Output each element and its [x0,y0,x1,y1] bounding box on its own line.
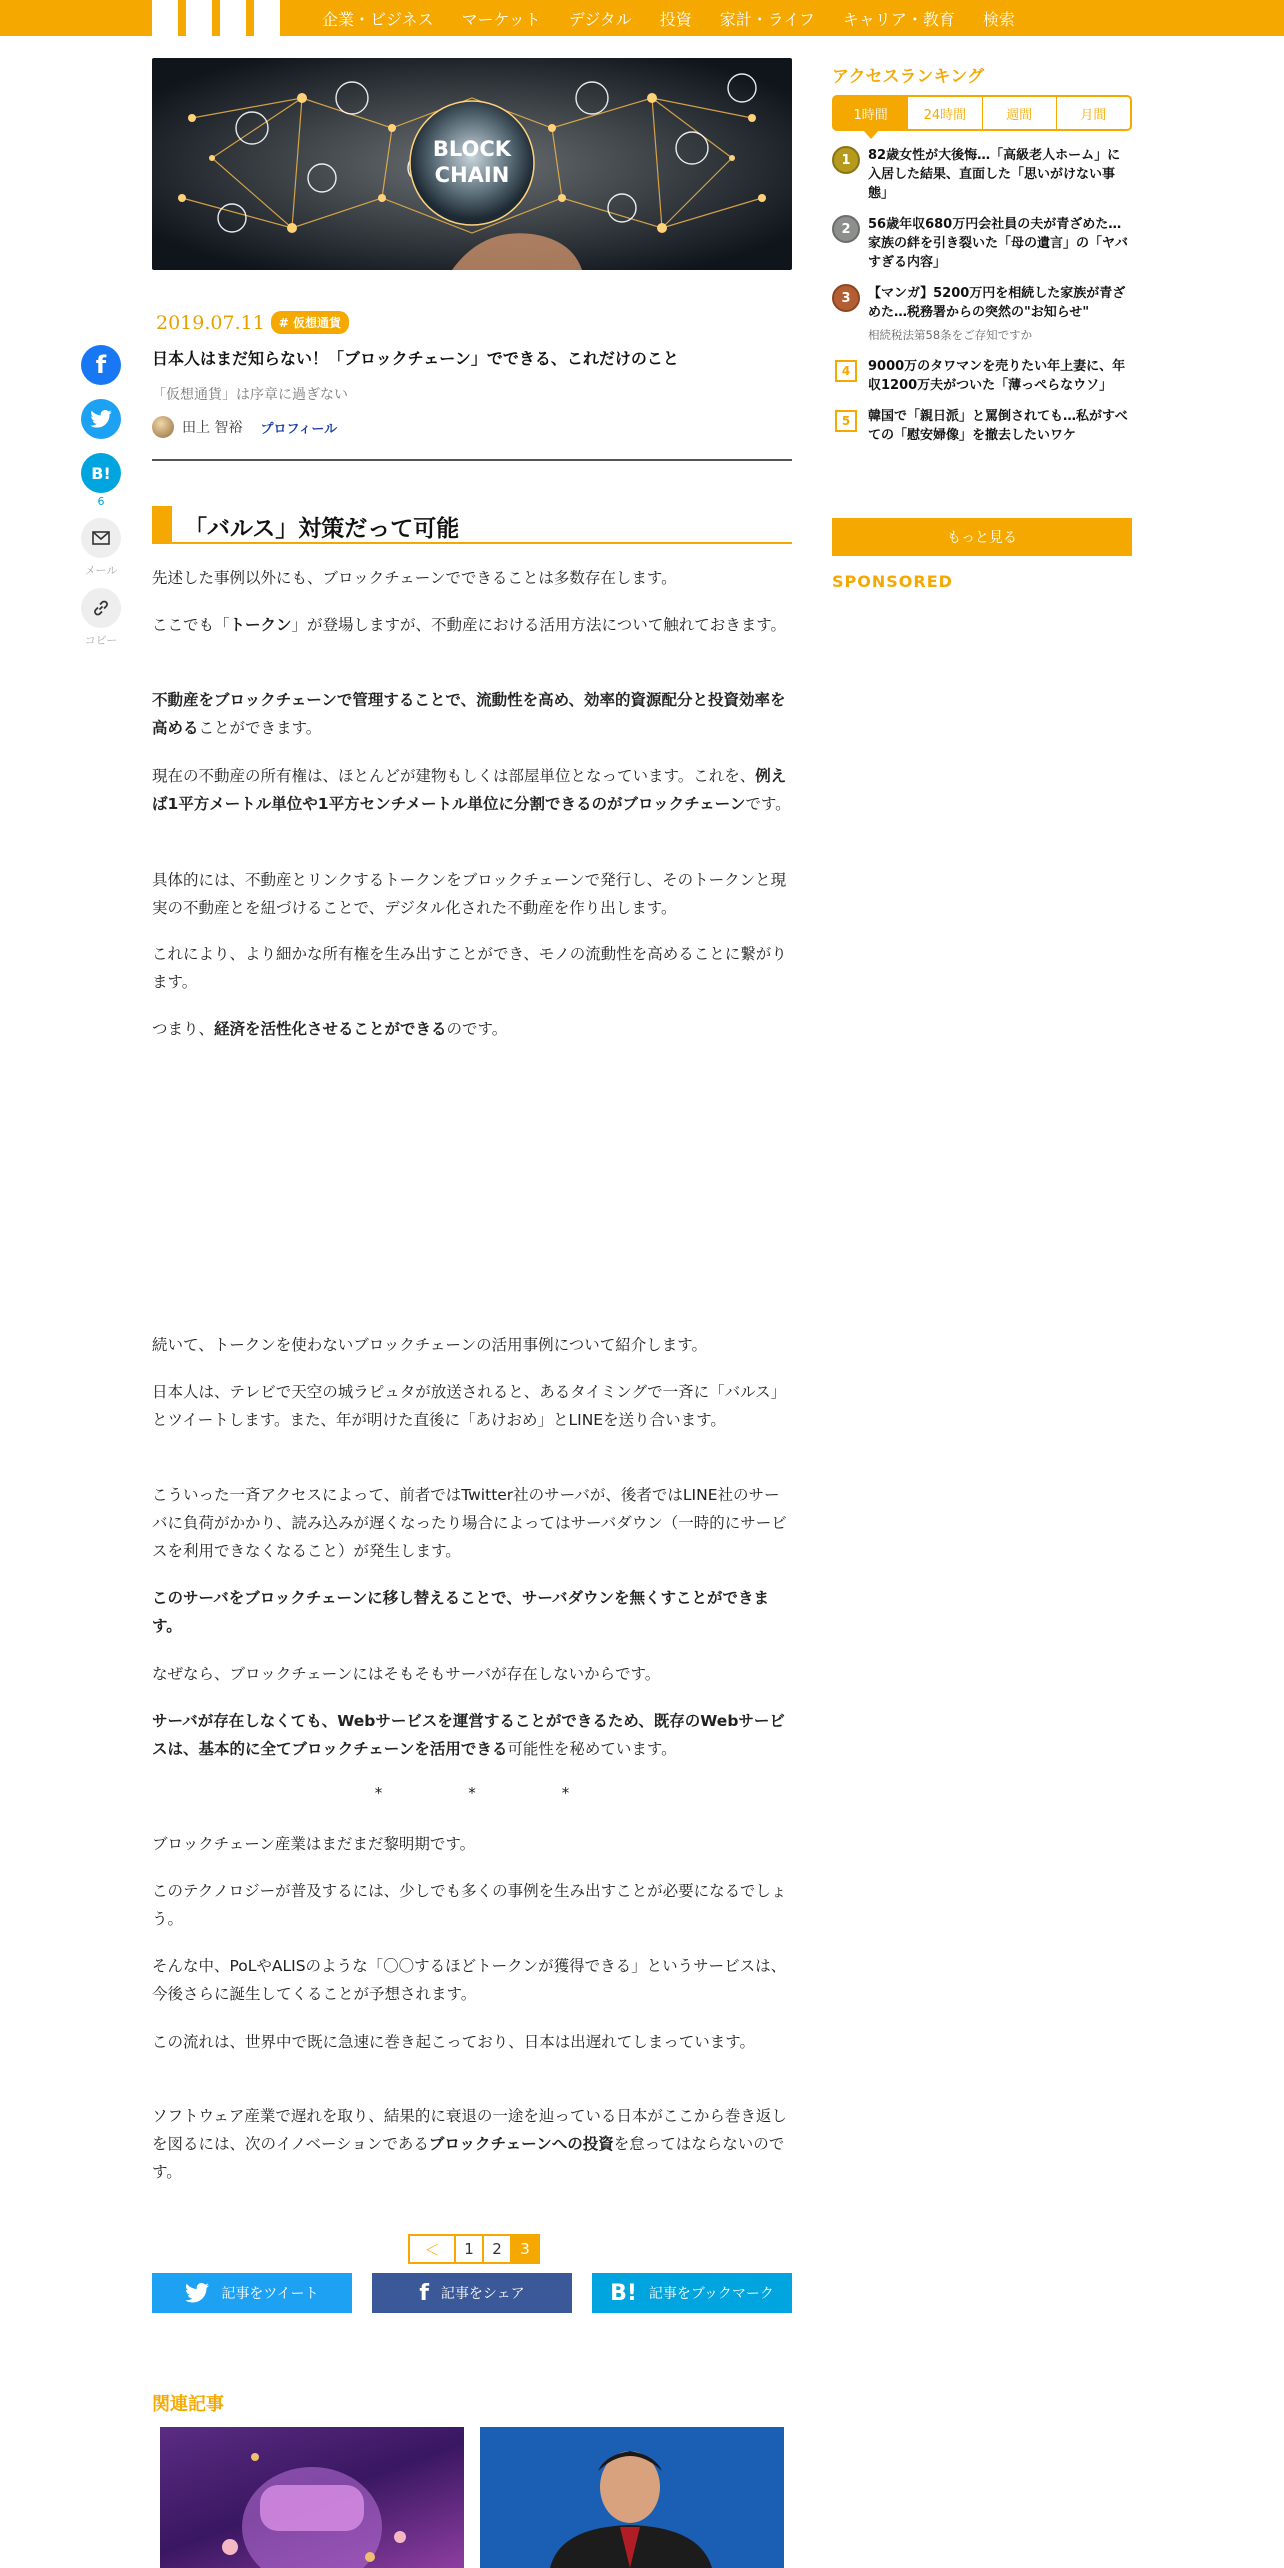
rank-number-badge: 4 [835,360,857,382]
paragraph: ブロックチェーン産業はまだまだ黎明期です。 [152,1835,476,1853]
facebook-share-icon[interactable]: f [81,345,121,385]
rank-gold-badge: 1 [832,146,860,174]
section-heading [152,506,792,544]
more-rankings-button[interactable]: もっと見る [832,518,1132,556]
ranking-item[interactable] [832,284,1132,345]
nav-item-investment[interactable]: 投資 [659,9,692,29]
nav-item-digital[interactable]: デジタル [568,9,632,29]
hatena-bookmark-icon[interactable]: B! [81,453,121,493]
header-divider [152,459,792,461]
share-article-button[interactable] [372,2273,572,2313]
pager-prev-button[interactable]: ＜ [408,2234,456,2264]
paragraph: この流れは、世界中で既に急速に巻き起こっており、日本は出遅れてしまっています。 [152,2033,755,2051]
rank-bronze-badge: 3 [832,284,860,312]
nav-item-market[interactable]: マーケット [461,9,541,29]
paragraph: 不動産をブロックチェーンで管理することで、流動性を高め、効率的資源配分と投資効率を高めることができます。 [152,691,786,737]
paragraph: 続いて、トークンを使わないブロックチェーンの活用事例について紹介します。 [152,1336,708,1354]
site-logo[interactable] [152,0,292,36]
access-ranking-title: アクセスランキング [832,67,984,87]
rank-silver-badge: 2 [832,215,860,243]
main-nav [322,0,1015,36]
ranking-item[interactable] [832,357,1132,395]
social-rail [80,345,122,648]
author-avatar [152,416,174,438]
article-subtitle: 「仮想通貨」は序章に過ぎない [152,387,348,403]
section-separator: * * * [374,1784,570,1802]
tab-1-hour[interactable]: 1時間 [834,97,908,129]
ranking-item-title: 56歳年収680万円会社員の夫が青ざめた…家族の絆を引き裂いた「母の遺言」の「ヤバすぎる内容」 [868,217,1129,270]
hatena-count: 6 [97,495,105,508]
paragraph: なぜなら、ブロックチェーンにはそもそもサーバが存在しないからです。 [152,1665,661,1683]
rank-number-badge: 5 [835,410,857,432]
top-nav-bar [0,0,1284,36]
share-article-label: 記事をシェア [440,2286,525,2302]
section-heading-text: 「バルス」対策だって可能 [184,516,460,542]
ranking-item-title: 9000万のタワマンを売りたい年上妻に、年収1200万夫がついた「薄っぺらなウソ」 [868,359,1126,393]
paragraph: つまり、経済を活性化させることができるのです。 [152,1020,508,1038]
link-copy-icon[interactable] [81,588,121,628]
article-hero-image [152,58,792,270]
paragraph: ソフトウェア産業で遅れを取り、結果的に衰退の一途を辿っている日本がここから巻き返しを図るには、次のイノベーションであるブロックチェーンへの投資を怠ってはならないのです。 [152,2107,787,2181]
paragraph: 現在の不動産の所有権は、ほとんどが建物もしくは部屋単位となっています。これを、例えば1平方メートル単位や1平方センチメートル単位に分割できるのがブロックチェーンです。 [152,767,791,813]
paragraph: 先述した事例以外にも、ブロックチェーンでできることは多数存在します。 [152,569,677,587]
tab-monthly[interactable]: 月間 [1080,107,1107,123]
paragraph: これにより、より細かな所有権を生み出すことができ、モノの流動性を高めることに繋がります。 [152,945,787,991]
nav-item-career[interactable]: キャリア・教育 [842,9,955,29]
profile-link[interactable]: プロフィール [260,421,338,437]
ranking-tabs [832,95,1132,131]
nav-item-life[interactable]: 家計・ライフ [719,9,815,29]
twitter-icon [185,2283,209,2303]
paragraph: このサーバをブロックチェーンに移し替えることで、サーバダウンを無くすことができます。 [152,1589,770,1635]
pagination [408,2234,538,2264]
ranking-item-title: 韓国で「親日派」と罵倒されても…私がすべての「慰安婦像」を撤去したいワケ [868,409,1128,443]
nav-search-link[interactable]: 検索 [982,9,1015,29]
tab-24-hours[interactable]: 24時間 [908,97,982,129]
article-date: 2019.07.11 [156,311,265,334]
nav-item-business[interactable]: 企業・ビジネス [322,9,434,29]
ranking-item-title: 82歳女性が大後悔…「高級老人ホーム」に入居した結果、直面した「思いがけない事態」 [868,148,1121,201]
twitter-share-icon[interactable] [81,399,121,439]
pager-page-3[interactable]: 3 [510,2234,540,2264]
heading-accent-bar [152,506,172,542]
hero-overlay-text-2: CHAIN [434,163,510,187]
related-articles-title: 関連記事 [152,2394,224,2415]
mail-label: メール [84,564,118,577]
tweet-article-button[interactable] [152,2273,352,2313]
paragraph: こういった一斉アクセスによって、前者ではTwitter社のサーバが、後者ではLINE社のサーバに負荷がかかり、読み込みが遅くなったり場合によってはサーバダウン（一時的にサービスを利用できなくなること）が発生します。 [152,1486,787,1560]
ranking-item-title: 【マンガ】5200万円を相続した家族が青ざめた…税務署からの突然の"お知らせ" [868,286,1126,320]
author-row [152,416,337,438]
related-article-thumbnail[interactable] [480,2427,784,2568]
tweet-article-label: 記事をツイート [221,2286,319,2302]
sponsored-label: SPONSORED [832,572,953,591]
ranking-list [832,146,1132,457]
pager-page-2[interactable]: 2 [482,2234,512,2264]
paragraph: 日本人は、テレビで天空の城ラピュタが放送されると、あるタイミングで一斉に「バルス」とツイートします。また、年が明けた直後に「あけおめ」とLINEを送り合います。 [152,1383,787,1429]
mail-icon[interactable] [81,518,121,558]
facebook-icon: f [419,2280,429,2306]
ranking-item[interactable] [832,215,1132,272]
paragraph: そんな中、PoLやALISのような「〇〇するほどトークンが獲得できる」というサービスは、今後さらに誕生してくることが予想されます。 [152,1957,787,2003]
hatena-icon: B! [610,2280,637,2306]
paragraph: このテクノロジーが普及するには、少しでも多くの事例を生み出すことが必要になるでしょう。 [152,1882,787,1928]
hero-overlay-text-1: BLOCK [432,137,512,161]
copy-label: コピー [84,634,118,647]
article-meta [156,311,349,334]
ranking-item[interactable] [832,407,1132,445]
article-title: 日本人はまだ知らない！「ブロックチェーン」でできる、これだけのこと [152,349,679,368]
paragraph: ここでも「トークン」が登場しますが、不動産における活用方法について触れておきます。 [152,616,786,634]
paragraph: 具体的には、不動産とリンクするトークンをブロックチェーンで発行し、そのトークンと現実の不動産とを紐づけることで、デジタル化された不動産を作り出します。 [152,871,787,917]
paragraph: サーバが存在しなくても、Webサービスを運営することができるため、既存のWebサービスは、基本的に全てブロックチェーンを活用できる可能性を秘めています。 [152,1712,785,1758]
bookmark-article-label: 記事をブックマーク [648,2286,774,2302]
tab-weekly[interactable]: 週間 [983,97,1057,129]
bookmark-article-button[interactable] [592,2273,792,2313]
ranking-item-subtitle: 相続税法第58条をご存知ですか [868,328,1033,342]
pager-page-1[interactable]: 1 [454,2234,484,2264]
author-name: 田上 智裕 [182,420,243,436]
category-tag[interactable]: # 仮想通貨 [271,311,349,334]
ranking-item[interactable] [832,146,1132,203]
related-article-thumbnail[interactable] [160,2427,464,2568]
